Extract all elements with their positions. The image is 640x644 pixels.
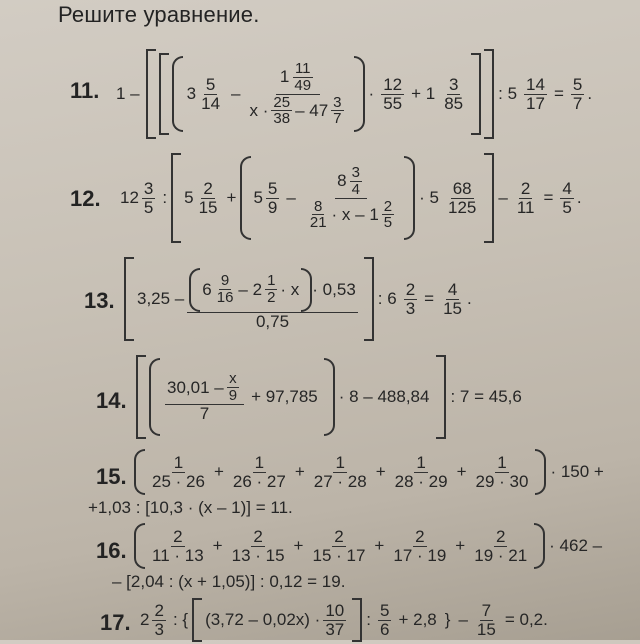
paren-right [354, 56, 365, 132]
problem-12-equation: 12 $\frac{3}{5}$ : 5 $\frac{2}{15}$ + 5 $\frac{5}{9}$ – 8 $\frac{3}{4}$ $\frac{8}{21}$ · x – 1 $\frac{2}{5}$ · 5 $\frac{68}{125}$ – $\frac{2}{11}$ = $\frac{4}{5}$ . [120, 152, 582, 244]
p11-start: 1 – [116, 84, 140, 103]
problem-number-16: 16. [96, 538, 127, 563]
bracket-right [436, 355, 446, 439]
problem-15-equation: $\frac{1}{25 \cdot 26}$ + $\frac{1}{26 \cdot 27}$ + $\frac{1}{27 \cdot 28}$ + $\frac{1}{28 \cdot 29}$ + $\frac{1}{29 \cdot 30}$ · 150 + [134, 448, 608, 496]
problem-number-17: 17. [100, 610, 131, 635]
problem-15-line2: +1,03 : [10,3 · (x – 1)] = 11. [88, 498, 293, 517]
bracket-left [124, 257, 134, 341]
problem-number-15: 15. [96, 464, 127, 489]
problem-16-equation: $\frac{2}{11 \cdot 13}$ + $\frac{2}{13 \cdot 15}$ + $\frac{2}{15 \cdot 17}$ + $\frac{2}{17 \cdot 19}$ + $\frac{2}{19 \cdot 21}$ · 462 – [134, 522, 606, 570]
problem-number-14: 14. [96, 388, 127, 413]
inner-bracket-left [159, 53, 169, 135]
bracket-left [136, 355, 146, 439]
fraction: $\frac{5}{14}$ [201, 74, 221, 113]
bracket-right [484, 153, 494, 243]
complex-fraction: 6 $\frac{9}{16}$ – 2 $\frac{1}{2}$ · x · 0,53 0,75 [187, 268, 358, 331]
problem-11-equation: 1 – 3 $\frac{5}{14}$ – 1 $\frac{11}{49}$ x · $\frac{25}{38}$ – 47 $\frac{3}{7}$ · $\frac{12}{55}$ + 1 $\frac{3}{85}$ : 5 $\frac{14}{17}$ = $\frac{5}{7}$ . [116, 48, 592, 140]
paren-left [149, 358, 160, 436]
bracket-right [364, 257, 374, 341]
outer-bracket-right [484, 49, 494, 139]
outer-bracket-left [146, 49, 156, 139]
problem-13-equation: 3,25 – 6 $\frac{9}{16}$ – 2 $\frac{1}{2}$ · x · 0,53 0,75 : 6 $\frac{2}{3}$ = $\frac{4}{15}$ . [124, 256, 472, 342]
paren-right [324, 358, 335, 436]
problem-14-equation: 30,01 – $\frac{x}{9}$ 7 + 97,785 · 8 – 488,84 : 7 = 45,6 [136, 354, 526, 440]
problem-number-12: 12. [70, 186, 101, 211]
complex-fraction: 8 $\frac{3}{4}$ $\frac{8}{21}$ · x – 1 $\frac{2}{5}$ [309, 164, 393, 232]
page-title: Решите уравнение. [58, 2, 260, 27]
problem-number-13: 13. [84, 288, 115, 313]
problem-17-equation: 2 $\frac{2}{3}$ : { (3,72 – 0,02x) · $\frac{10}{37}$ : $\frac{5}{6}$ + 2,8 } – $\frac{7}{15}$ = 0,2. [140, 596, 552, 644]
paren-right [404, 156, 415, 240]
paren-left [172, 56, 183, 132]
paren-left [240, 156, 251, 240]
inner-bracket-right [471, 53, 481, 135]
problem-16-line2: – [2,04 : (x + 1,05)] : 0,12 = 19. [112, 572, 346, 591]
mixed-number: 3 $\frac{5}{14}$ [186, 74, 221, 113]
complex-fraction: 1 $\frac{11}{49}$ x · $\frac{25}{38}$ – 47 $\frac{3}{7}$ [249, 60, 342, 128]
bracket-left [171, 153, 181, 243]
complex-fraction: 30,01 – $\frac{x}{9}$ 7 [165, 371, 244, 422]
problem-number-11: 11. [70, 78, 100, 103]
